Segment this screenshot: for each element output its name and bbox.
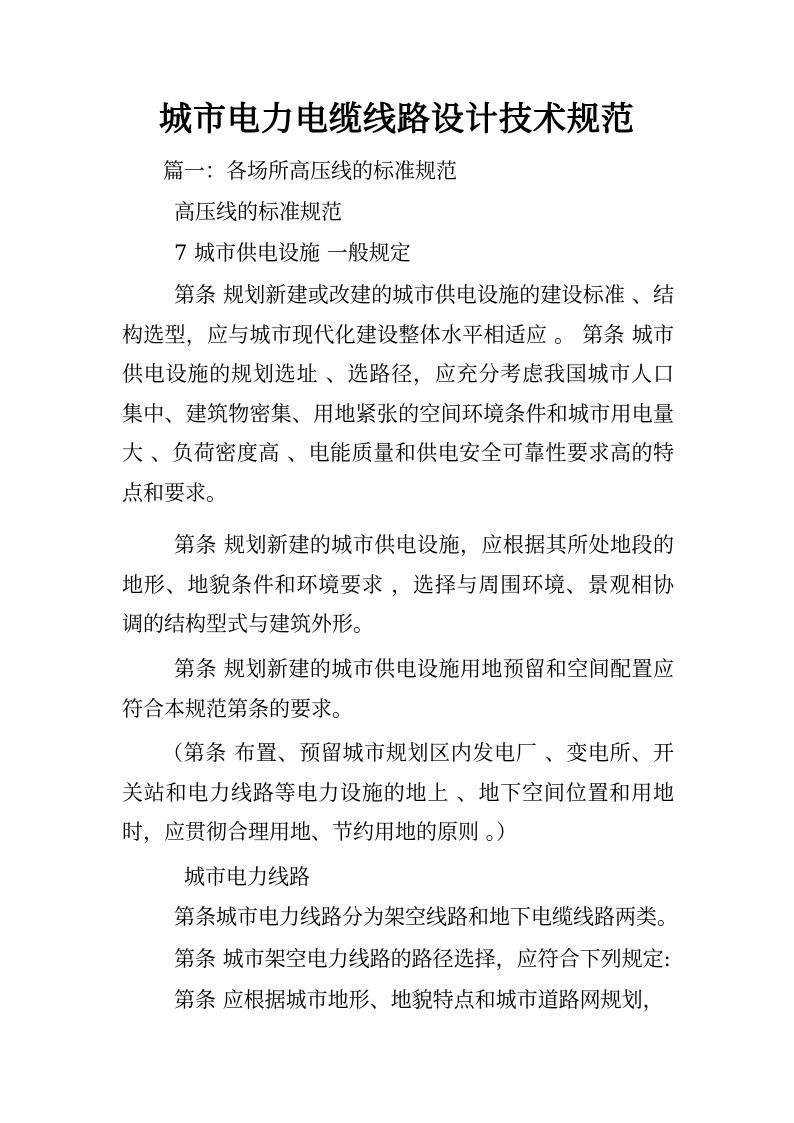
paragraph-3: 第条 规划新建的城市供电设施用地预留和空间配置应符合本规范第条的要求。	[122, 657, 674, 721]
paragraph-4: （第条 布置、预留城市规划区内发电厂 、变电所、开关站和电力线路等电力设施的地上 、地下空间位置和用地时，应贯彻合理用地、节约用地的原则 。）	[122, 741, 674, 844]
paragraph-1: 第条 规划新建或改建的城市供电设施的建设标准 、结构选型，应与城市现代化建设整体水平相适应 。 第条 城市供电设施的规划选址 、选路径，应充分考虑我国城市人口集中、建筑物密集、用地紧张的空间环境条件和城市用电量大 、负荷密度高 、电能质量和供电安全可靠性要求高的特点和要求。	[122, 283, 674, 505]
section-heading-1: 篇一：各场所高压线的标准规范	[163, 159, 457, 183]
section-heading-2: 高压线的标准规范	[174, 200, 342, 224]
paragraph-5: 第条城市电力线路分为架空线路和地下电缆线路两类。	[174, 905, 678, 929]
document-title: 城市电力电缆线路设计技术规范	[159, 99, 635, 138]
paragraph-7: 第条 应根据城市地形、地貌特点和城市道路网规划，	[174, 988, 664, 1012]
paragraph-6: 第条 城市架空电力线路的路径选择，应符合下列规定:	[174, 947, 671, 971]
paragraph-2: 第条 规划新建的城市供电设施，应根据其所处地段的地形、地貌条件和环境要求 ，选择与周围环境、景观相协调的结构型式与建筑外形。	[122, 533, 674, 636]
section-heading-3: 7 城市供电设施 一般规定	[174, 241, 411, 265]
section-heading-4: 城市电力线路	[184, 865, 310, 889]
